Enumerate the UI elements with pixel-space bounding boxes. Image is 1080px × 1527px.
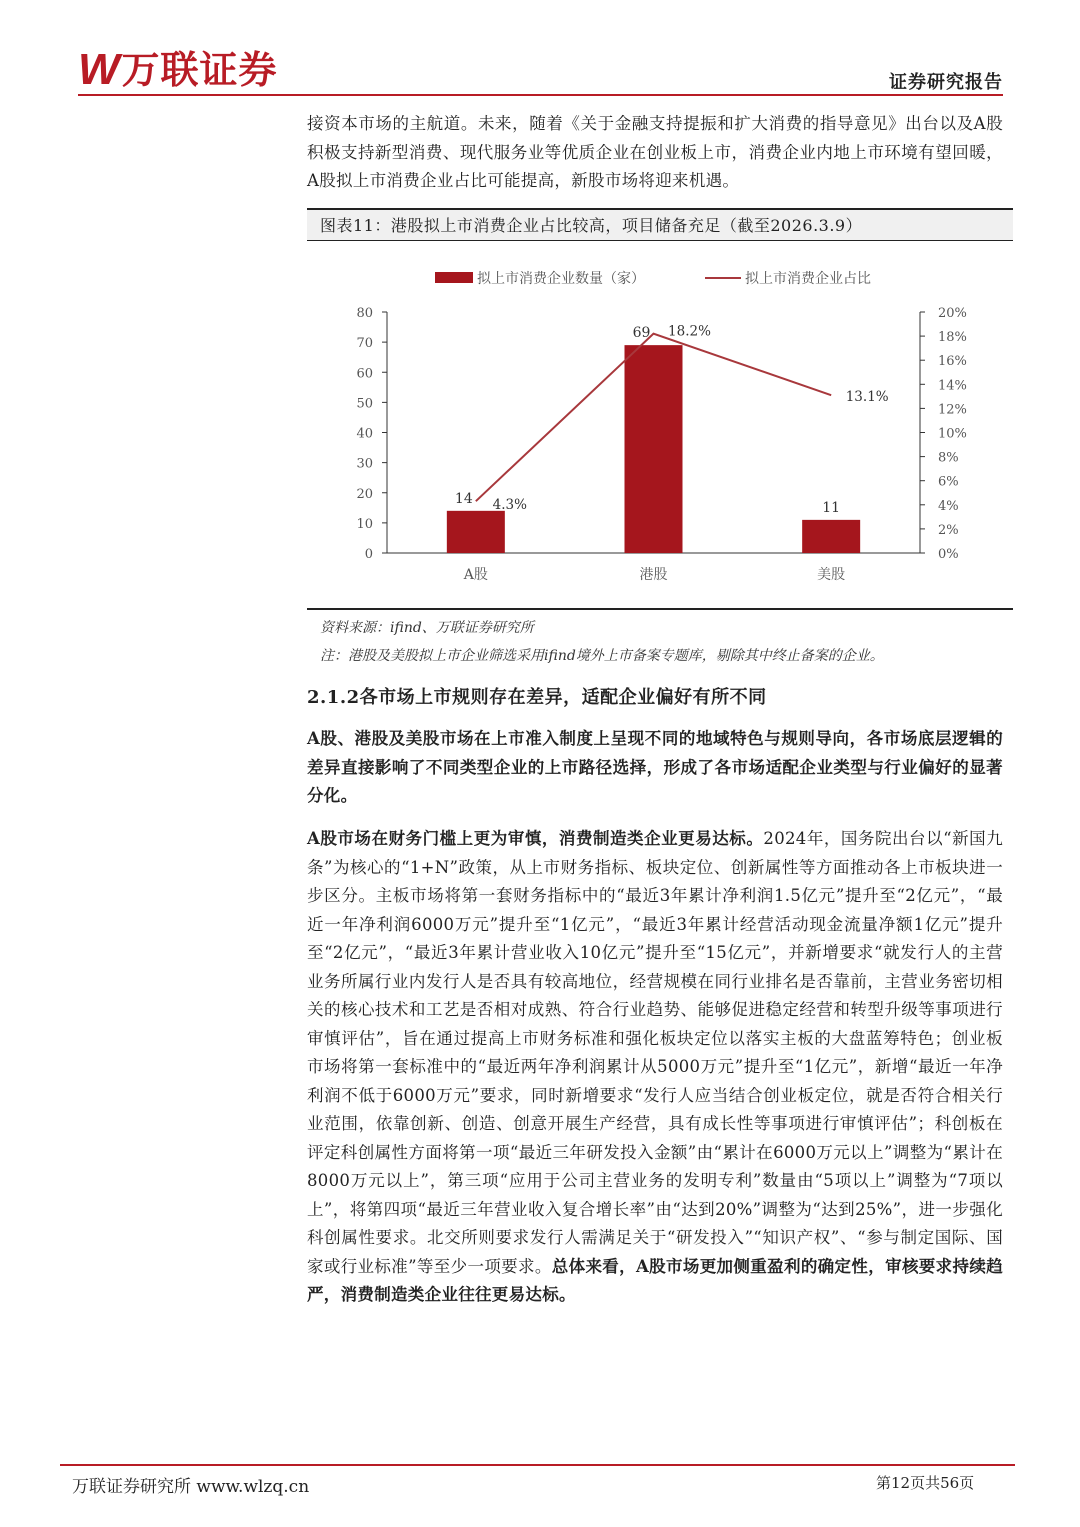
line-data-label: 18.2% xyxy=(668,323,711,340)
footer-institution: 万联证券研究所 www.wlzq.cn xyxy=(72,1477,310,1497)
y-right-tick-label: 10% xyxy=(938,426,967,442)
figure-bottom-rule xyxy=(307,608,1013,610)
bar-data-label: 69 xyxy=(632,325,651,342)
y-right-tick-label: 8% xyxy=(938,450,959,466)
bar-data-label: 14 xyxy=(454,490,473,507)
y-left-tick-label: 50 xyxy=(356,396,373,412)
y-left-tick-label: 20 xyxy=(356,486,373,502)
figure-note: 注：港股及美股拟上市企业筛选采用ifind境外上市备案专题库，剔除其中终止备案的企业。 xyxy=(320,648,884,664)
bar xyxy=(802,520,860,553)
logo-mark: W xyxy=(78,45,116,94)
y-left-tick-label: 80 xyxy=(356,306,373,321)
y-left-tick-label: 10 xyxy=(356,516,373,532)
y-right-tick-label: 18% xyxy=(938,330,967,346)
intro-paragraph: 接资本市场的主航道。未来，随着《关于金融支持提振和扩大消费的指导意见》出台以及A股积极支持新型消费、现代服务业等优质企业在创业板上市，消费企业内地上市环境有望回暖，A股拟上市消费企业占比可能提高，新股市场将迎来机遇。 xyxy=(307,114,1003,190)
legend-line-label: 拟上市消费企业占比 xyxy=(745,271,871,287)
y-left-tick-label: 30 xyxy=(356,456,373,472)
line-data-label: 4.3% xyxy=(492,497,527,514)
y-left-tick-label: 60 xyxy=(356,366,373,382)
report-type-label: 证券研究报告 xyxy=(889,72,1003,93)
y-right-tick-label: 16% xyxy=(938,354,967,370)
legend-bar-swatch xyxy=(435,272,473,283)
bar xyxy=(447,511,505,553)
section-summary-paragraph: A股、港股及美股市场在上市准入制度上呈现不同的地域特色与规则导向，各市场底层逻辑的差异直接影响了不同类型企业的上市路径选择，形成了各市场适配企业类型与行业偏好的显著分化。 xyxy=(307,729,1003,805)
paragraph-conclusion: 总体来看，A股市场更加侧重盈利的确定性，审核要求持续趋严，消费制造类企业往往更易达标。 xyxy=(307,1256,1004,1304)
y-right-tick-label: 6% xyxy=(938,474,959,490)
line-data-label: 13.1% xyxy=(845,389,889,406)
a-share-rules-paragraph xyxy=(307,825,1003,1310)
y-right-tick-label: 0% xyxy=(938,547,959,562)
paragraph-lead: A股市场在财务门槛上更为审慎，消费制造类企业更易达标。 xyxy=(307,829,764,848)
x-tick-label: 美股 xyxy=(817,567,846,583)
bar-data-label: 11 xyxy=(822,499,841,516)
page-number: 第12页共56页 xyxy=(876,1474,975,1492)
header-divider xyxy=(78,94,1003,96)
paragraph-body: 2024年，国务院出台以“新国九条”为核心的“1+N”政策，从上市财务指标、板块定位、创新属性等方面推动各上市板块进一步区分。主板市场将第一套财务指标中的“最近3年累计净利润1.5亿元”提升至“2亿元”，“最近一年净利润6000万元”提升至“1亿元”，“最近3年累计经营活动现金流量净额1亿元”提升至“2亿元”，“最近3年累计营业收入10亿元”提升至“15亿元”，并新增要求“就发行人的主营业务所属行业内发行人是否具有较高地位，经营规模在同行业排名是否靠前，主营业务密切相关的核心技术和工艺是否相对成熟、符合行业趋势、能够促进稳定经营和转型升级等事项进行审慎评估”，旨在通过提高上市财务标准和强化板块定位以落实主板的大盘蓝筹特色；创业板市场将第一套标准中的“最近两年净利润累计从5000万元”提升至“1亿元”，新增“最近一年净利润不低于6000万元”要求，同时新增要求“发行人应当结合创业板定位，就是否符合相关行业范围，依靠创新、创造、创意开展生产经营，具有成长性等事项进行审慎评估”；科创板在评定科创属性方面将第一项“最近三年研发投入金额”由“累计在6000万元以上”调整为“累计在8000万元以上”，第三项“应用于公司主营业务的发明专利”数量由“5项以上”调整为“7项以上”，将第四项“最近三年营业收入复合增长率”由“达到20%”调整为“达到25%”，进一步强化科创属性要求。北交所则要求发行人需满足关于“研发投入”“知识产权”、“参与制定国际、国家或行业标准”等至少一项要求。 xyxy=(307,829,1003,1276)
y-right-tick-label: 20% xyxy=(938,306,967,321)
y-right-tick-label: 2% xyxy=(938,522,959,538)
logo-text: 万联证券 xyxy=(121,48,278,92)
section-heading: 2.1.2各市场上市规则存在差异，适配企业偏好有所不同 xyxy=(307,687,767,708)
legend-bar-label: 拟上市消费企业数量（家） xyxy=(477,271,645,287)
y-right-tick-label: 4% xyxy=(938,498,959,514)
chart xyxy=(307,242,1013,608)
footer-divider xyxy=(60,1464,1015,1466)
y-left-tick-label: 40 xyxy=(356,426,373,442)
figure-title-rule xyxy=(307,240,1013,241)
figure-source: 资料来源：ifind、万联证券研究所 xyxy=(320,620,534,636)
y-left-tick-label: 70 xyxy=(356,336,373,352)
brand-logo xyxy=(78,46,278,94)
x-tick-label: A股 xyxy=(463,567,488,583)
y-left-tick-label: 0 xyxy=(364,547,373,562)
bar xyxy=(625,345,683,553)
y-right-tick-label: 12% xyxy=(938,402,967,418)
y-right-tick-label: 14% xyxy=(938,378,967,394)
figure-title: 图表11：港股拟上市消费企业占比较高，项目储备充足（截至2026.3.9） xyxy=(320,216,863,235)
x-tick-label: 港股 xyxy=(639,567,668,583)
page-header xyxy=(78,46,1003,96)
